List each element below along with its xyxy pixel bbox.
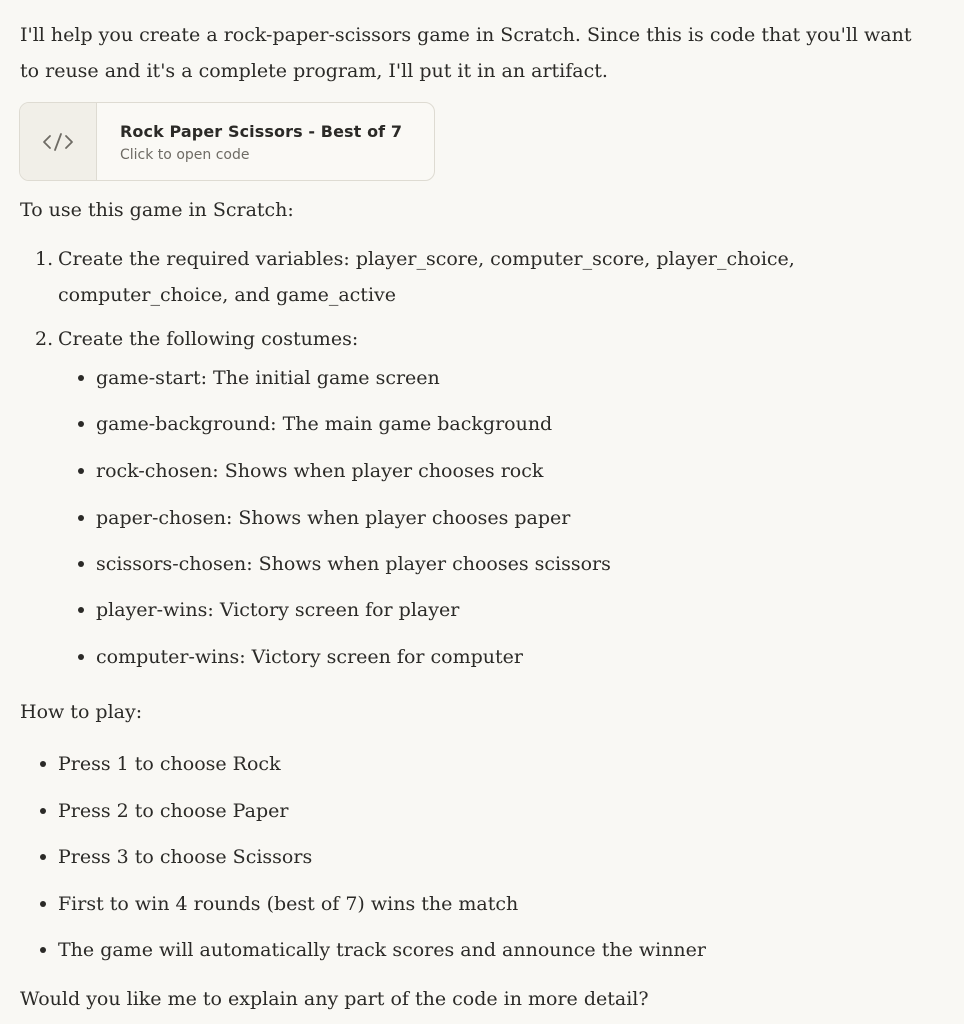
closing-paragraph: Would you like me to explain any part of the code in more detail?: [20, 988, 649, 1010]
artifact-card[interactable]: [19, 102, 435, 181]
costume-item: game-start: The initial game screen: [96, 367, 440, 389]
bullet-icon: [40, 901, 46, 907]
play-item: Press 1 to choose Rock: [58, 753, 281, 775]
costume-item: rock-chosen: Shows when player chooses rock: [96, 460, 544, 482]
costume-item: game-background: The main game background: [96, 413, 553, 435]
artifact-text: [97, 103, 402, 180]
costume-item: computer-wins: Victory screen for computer: [96, 646, 523, 668]
play-item: Press 3 to choose Scissors: [58, 846, 313, 868]
artifact-subtitle: Click to open code: [120, 147, 250, 163]
play-item: Press 2 to choose Paper: [58, 800, 289, 822]
step-text-continued: computer_choice, and game_active: [58, 284, 396, 306]
bullet-icon: [40, 854, 46, 860]
bullet-icon: [78, 654, 84, 660]
bullet-icon: [40, 761, 46, 767]
bullet-icon: [78, 421, 84, 427]
bullet-icon: [78, 375, 84, 381]
intro-paragraph: I'll help you create a rock-paper-scissors game in Scratch. Since this is code that you'll want to reuse and it's a complete program, I'll put it in an artifact.: [20, 24, 912, 82]
bullet-icon: [78, 607, 84, 613]
bullet-icon: [40, 947, 46, 953]
bullet-icon: [78, 561, 84, 567]
costume-item: player-wins: Victory screen for player: [96, 599, 460, 621]
artifact-title: Rock Paper Scissors - Best of 7: [120, 122, 403, 141]
bullet-icon: [78, 515, 84, 521]
costume-item: scissors-chosen: Shows when player chooses scissors: [96, 553, 611, 575]
use-heading: To use this game in Scratch:: [20, 199, 294, 221]
step-text: Create the required variables: player_score, computer_score, player_choice,: [58, 248, 795, 270]
step-number: 2.: [35, 328, 54, 350]
play-item: The game will automatically track scores and announce the winner: [58, 939, 706, 961]
bullet-icon: [78, 468, 84, 474]
play-item: First to win 4 rounds (best of 7) wins the match: [58, 893, 519, 915]
code-icon: [41, 130, 75, 154]
artifact-icon-box: [20, 103, 97, 180]
costume-item: paper-chosen: Shows when player chooses paper: [96, 507, 571, 529]
step-text: Create the following costumes:: [58, 328, 359, 350]
step-number: 1.: [35, 248, 54, 270]
play-heading: How to play:: [20, 701, 143, 723]
bullet-icon: [40, 808, 46, 814]
